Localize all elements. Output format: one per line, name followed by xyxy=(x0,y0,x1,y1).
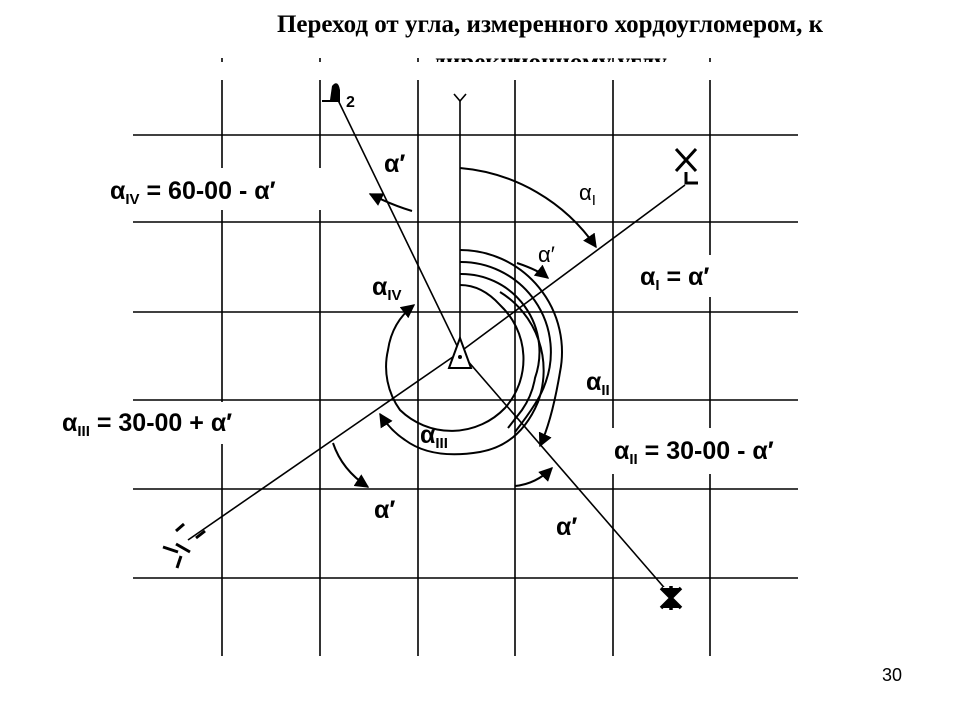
north-arrow-tick xyxy=(454,94,466,101)
point-2-label: 2 xyxy=(346,94,355,111)
label-alpha-iv: $\alpha_{IV}$ xyxy=(372,273,402,304)
arc-alpha-i xyxy=(460,168,596,247)
arc-alpha-ii-outer xyxy=(460,250,562,446)
station-triangle xyxy=(449,338,471,368)
target-sw-icon xyxy=(163,524,205,568)
label-alpha-prime-bl: α′ xyxy=(374,496,396,524)
formula-alpha-iv: $\alpha_{IV} = 60-00 - \alpha'$ xyxy=(110,177,276,208)
page-number: 30 xyxy=(881,665,902,685)
arc-alpha-prime-sw xyxy=(333,443,368,487)
arc-alpha-ii xyxy=(460,274,539,428)
label-alpha-i: $\alpha_I$ xyxy=(579,180,596,209)
formula-alpha-ii: $\alpha_{II} = 30-00 - \alpha'$ xyxy=(614,437,774,468)
title-line-1: Переход от угла, измеренного хордоугломером, к xyxy=(276,11,824,38)
target-ne-icon xyxy=(676,149,698,183)
label-alpha-prime-top: α′ xyxy=(384,150,406,178)
formula-alpha-i: $\alpha_I = \alpha'$ xyxy=(640,263,710,294)
label-alpha-iii: $\alpha_{III}$ xyxy=(420,421,448,452)
target-se-icon xyxy=(660,586,682,610)
label-alpha-prime-br: α′ xyxy=(556,513,578,541)
label-alpha-prime-mid: α′ xyxy=(538,242,555,267)
formula-alpha-iii: $\alpha_{III} = 30-00 + \alpha'$ xyxy=(62,409,233,440)
north-direction xyxy=(454,94,466,352)
arc-alpha-prime-se xyxy=(515,468,552,486)
line-to-point-2 xyxy=(337,98,460,352)
point-2-flag-icon xyxy=(322,83,340,101)
label-alpha-ii: $\alpha_{II}$ xyxy=(586,368,610,399)
